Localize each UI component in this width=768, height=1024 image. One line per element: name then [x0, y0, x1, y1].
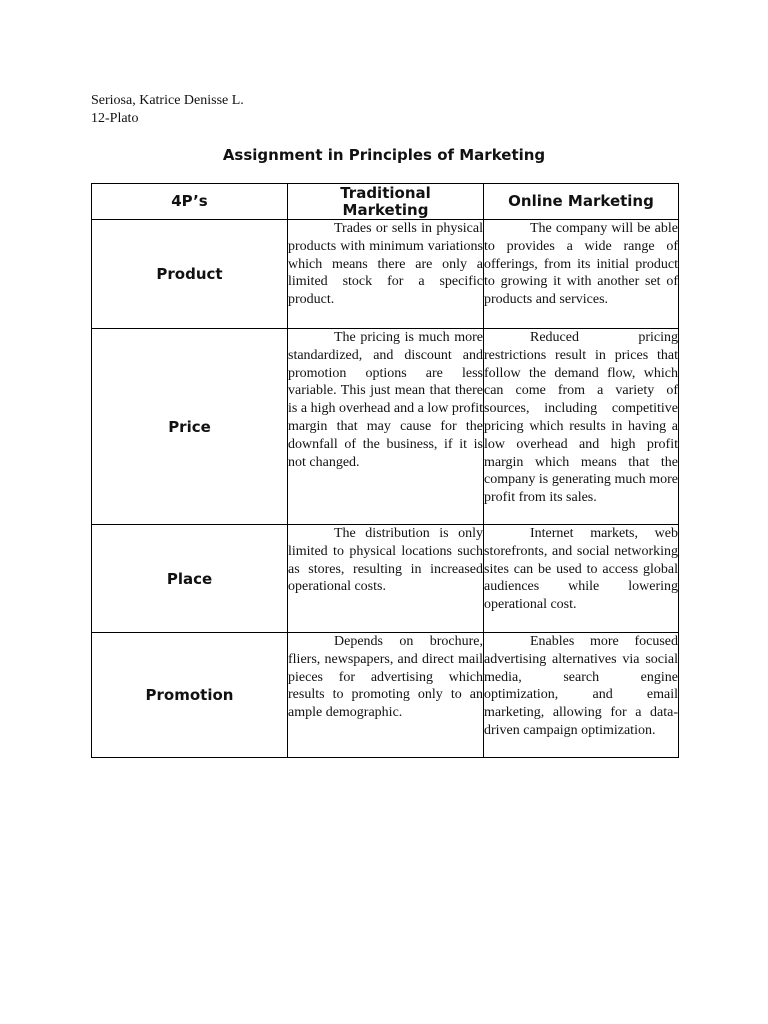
online-cell: Enables more focused advertising alternatives via social media, search engine optimization, and email marketing, allowing for a data-driven campaign optimization. — [484, 633, 679, 758]
table-header-row — [92, 184, 679, 220]
student-section: 12-Plato — [91, 111, 139, 126]
table-row — [92, 329, 679, 525]
traditional-cell: The pricing is much more standardized, and discount and promotion options are less variable. This just mean that there is a high overhead and a low profit margin that may cause for the downfall of the business, if it is not changed. — [288, 329, 484, 525]
marketing-mix-table — [91, 183, 679, 758]
row-label-price: Price — [92, 329, 288, 525]
row-label-product: Product — [92, 220, 288, 329]
header-4ps: 4P’s — [92, 184, 288, 220]
traditional-cell: The distribution is only limited to physical locations such as stores, resulting in increased operational costs. — [288, 525, 484, 633]
table-row — [92, 525, 679, 633]
table-row — [92, 633, 679, 758]
header-traditional-marketing: Traditional Marketing — [288, 184, 484, 220]
traditional-cell: Trades or sells in physical products with minimum variations which means there are only a limited stock for a specific product. — [288, 220, 484, 329]
header-online-marketing: Online Marketing — [484, 184, 679, 220]
table-row — [92, 220, 679, 329]
author-block — [91, 92, 244, 128]
online-cell: Reduced pricing restrictions result in prices that follow the demand flow, which can come from a variety of sources, including competitive pricing which results in having a low overhead and high profit margin which means that the company is generating much more profit from its sales. — [484, 329, 679, 525]
online-cell: The company will be able to provides a wide range of offerings, from its initial product to growing it with another set of products and services. — [484, 220, 679, 329]
traditional-cell: Depends on brochure, fliers, newspapers, and direct mail pieces for advertising which results to promoting only to an ample demographic. — [288, 633, 484, 758]
document-title: Assignment in Principles of Marketing — [222, 146, 546, 164]
online-cell: Internet markets, web storefronts, and social networking sites can be used to access global audiences while lowering operational cost. — [484, 525, 679, 633]
row-label-place: Place — [92, 525, 288, 633]
student-name: Seriosa, Katrice Denisse L. — [91, 93, 244, 108]
row-label-promotion: Promotion — [92, 633, 288, 758]
